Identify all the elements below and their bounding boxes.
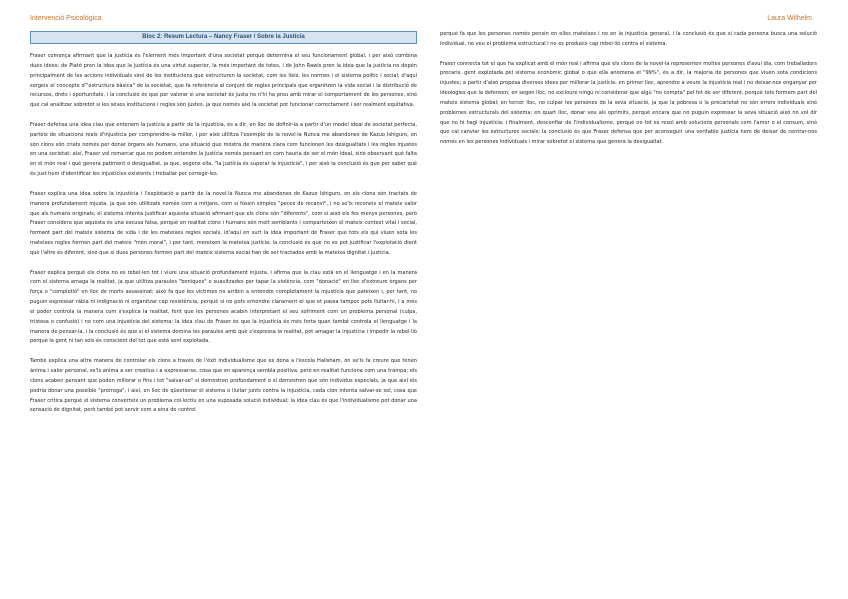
- paragraph-4: Fraser explica perquè els clons no es rebel·len tot i viure una situació profundament injusta, i afirma que la clau està en el llenguatge i en la manera com el sistema amaga la realitat, ja que utilitza paraules "boniques" o suavitzades per tapar la violència, com "donació" en lloc d'extreure òrgans per força o "completió" en lloc de morts assassinat; això fa que les víctimes no arribin a entendre completament la injustícia que pateixen i, per tant, no puguin expressar ràbia ni indignació ni organitzar cap resistència, perquè si no pots entendre clarament el que et passa tampoc pots lluitar-hi, i a més el poder controla la manera com s'explica la realitat, fent que les persones acabin interpretant el seu sofriment com un problema personal (culpa, tristesa o confusió) i no com una injustícia del sistema; la idea clau de Fraser és que la injustícia és més forta quan també controla el llenguatge i la manera de pensar-la, i la conclusió és que si el sistema domina les paraules amb què s'expressa la realitat, pot amagar la injustícia i impedir la rebel·lió perquè la gent ni tan sols és conscient del tot que està sent explotada.: [30, 269, 417, 345]
- left-column: [30, 31, 417, 426]
- right-column: [440, 30, 817, 158]
- paragraph-3: Fraser explica una idea sobre la injustícia i l'explotació a partir de la novel·la Nunca me abandones de Kazuo Ishiguro, on els clons són tractats de manera profundament injusta, ja que són utilitzats només com a mitjans, com si fossin simples "peces de recanvi", i no se'ls reconeix el mateix valor que als humans originals; el sistema intenta justificar aquesta situació afirmant que els clons són "diferents", com si això els fes menys persones, però Fraser considera que aquesta és una excusa falsa, perquè en realitat clons i humans són molt semblants i comparteixen el mateix context vital i social, formant part del mateix sistema de vida i de les mateixes regles socials, id'aquí en surt la idea important de Fraser que tots els qui viuen sota les mateixes regles formen part del mateix "món moral", i per tant, mereixen la mateixa justícia; la conclusió és que no es pot justificar l'explotació dient que l'altre és diferent, sinó que si dues persones formen part del mateix sistema social han de ser tractades amb la mateixa dignitat i justícia.: [30, 190, 417, 256]
- paragraph-6: perquè fa que les persones només pensin en elles mateixes i no en la injustícia general, i la conclusió és que si cada persona busca una solució individual, no veu el problema estructural i no es produeix cap rebel·lió contra el sistema.: [440, 31, 817, 47]
- paragraph-2: Fraser defensa una idea clau que entenem la justícia a partir de la injustícia, és a dir, en lloc de definir-la a partir d'un model ideal de societat perfecta, parteix de situacions reals d'injustícia per comprendre-la millor, i per això utilitza l'exemple de la novel·la Nunca me abandones de Kazuo Ishiguro, on són clons són criats només per donar òrgans als humans, una situació que mostra de manera clara com funcionen les desigualtats i les regles injustes en una societat; així, Fraser vol remarcar que no podem entendre la justícia només pensant en com hauria de ser el món ideal, sinó observant què falta en el món real i què genera patiment o desigualtat, ja que, segons ella, "la justícia és superar la injustícia", i per això la conclusió és que per saber què és just hem d'identificar les injustícies existents i treballar per corregir-les.: [30, 121, 417, 178]
- header-right-author: Laura Wilhelm: [767, 15, 812, 22]
- header-left-title: Intervenció Psicològica: [30, 15, 102, 22]
- section-title: Bloc 2: Resum Lectura – Nancy Fraser / Sobre la Justícia: [30, 31, 417, 44]
- paragraph-7: Fraser connecta tot el que ha explicat amb el món real i afirma que els clons de la novel·la representen moltes persones d'avui dia, com treballadors precaris, gent explotada pel sistema econòmic global o que ella anomena el "99%", és a dir, la majoria de persones que viuen sota condicions injustes; a partir d'això proposa diverses idees per millorar la justícia: en primer lloc, aprendre a veure la injustícia real i no deixar-nos enganyar per ideologies que la defensen; en segon lloc, no excloure ningú ni considerar que algú "no compta" pel fet de ser diferent, perquè tots formem part del mateix sistema global; en tercer lloc, no culpar les persones de la seva situació, ja que la pobresa o la precarietat no són errors individuals sinó problemes estructurals del sistema; en quart lloc, donar veu als oprimits, perquè encara que no puguin expressar la seva situació això no vol dir que no hi hagi injustícia; i finalment, desconfiar de l'individualisme, perquè no tot es resol amb solucions personals com l'amor o el consum, sinó que cal canviar les estructures socials; la conclusió és que Fraser defensa que per aconseguir una veritable justícia hem de deixar de centrar-nos només en les persones individuals i mirar sobretot el sistema que genera la desigualtat.: [440, 60, 817, 146]
- paragraph-1: Fraser comença afirmant que la justícia és l'element més important d'una societat perquè determina el seu funcionament global, i per això combina dues idees: de Plató pren la idea que la justícia és una virtut superior, la més important de totes, i de John Rawls pren la idea que la justícia no depèn principalment de les accions individuals sinó de les institucions que estructuren la societat, com les lleis, les normes i el sistema polític i social; d'aquí sorgeix el concepte d'"estructura bàsica" de la societat, que fa referència al conjunt de regles principals que organitzen la vida social i la distribució de recursos, drets i oportunitats, i la conclusió és que per valorar si una societat és justa no n'hi ha prou amb mirar el comportament de les persones, sinó que cal analitzar sobretot si les seves institucions i regles són justes, ja que només així la societat pot funcionar correctament i ser realment equitativa.: [30, 53, 417, 109]
- paragraph-5: També explica una altra manera de controlar els clons a través de l'èxit individualisme que es dona a l'escola Hailsham, on se'ls fa creure que tenen ànima i valor personal, se'ls anima a ser creatius i a expressar-se, cosa que en aparença sembla positiva, però en realitat funciona com una trampa; els clons acaben pensant que poden millorar o fins i tot "salvar-se" si demostren profundament o si demostren que són individus especials, ja que així els podria donar una possible "pròrroga", i així, en lloc de qüestionar el sistema o lluitar junts contra la injustícia, cada clon intenta salvar-se sol, cosa que Fraser critica perquè el sistema converteix un problema col·lectiu en una suposada solució individual; la idea clau és que l'individualisme pot donar una sensació de dignitat, però també pot servir com a eina de control: [30, 358, 417, 414]
